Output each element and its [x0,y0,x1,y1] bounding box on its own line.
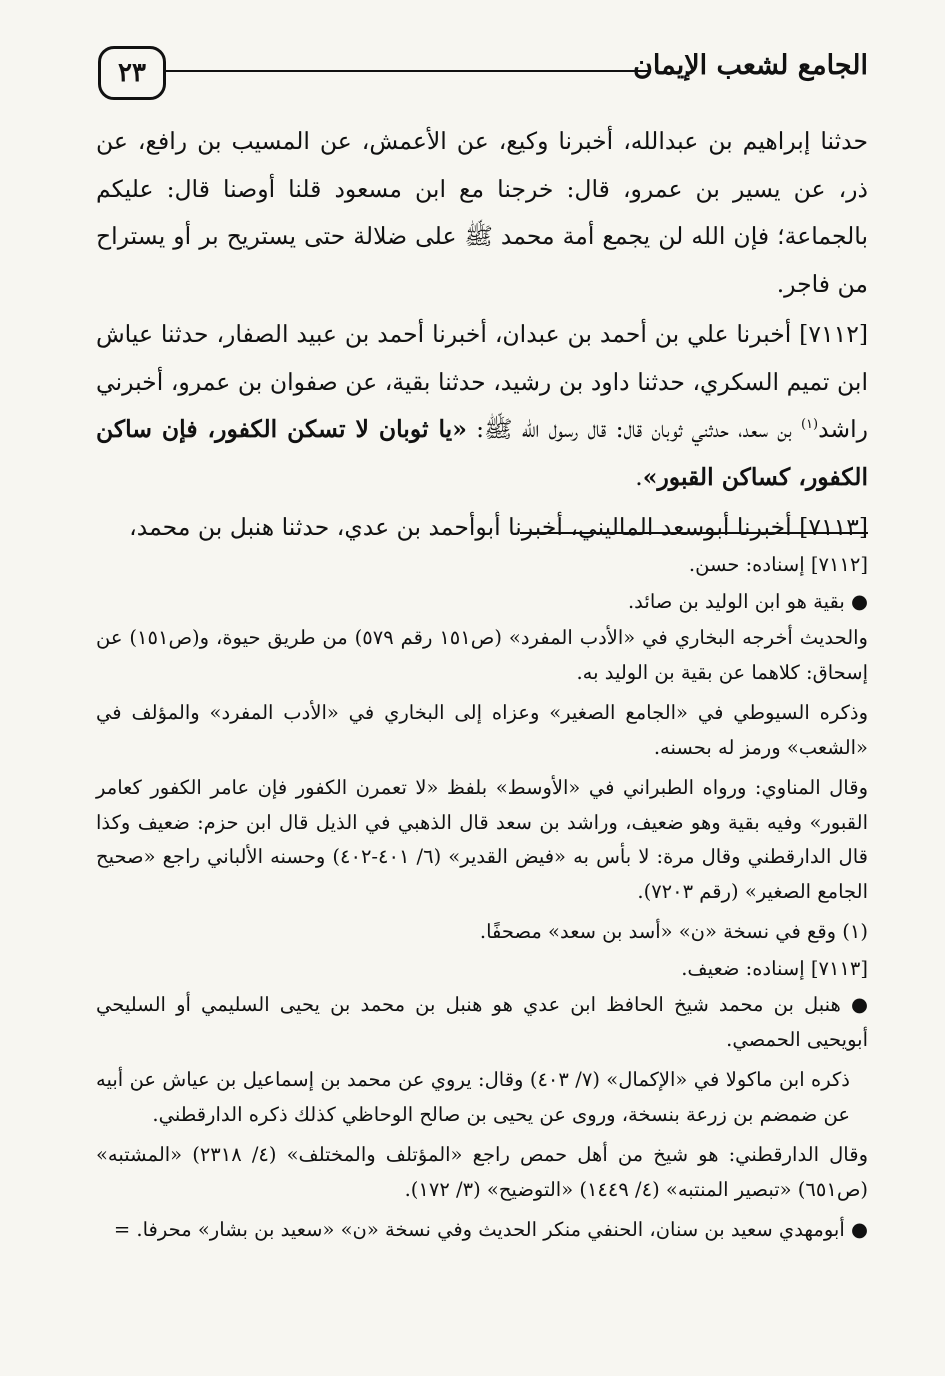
note-isnad-7112: [٧١١٢] إسناده: حسن. [688,553,868,576]
note-munawi: وقال المناوي: ورواه الطبراني في «الأوسط» بلفظ «لا تعمرن الكفور فإن عامر الكفور كعامر القبور» وفيه بقية وهو ضعيف، وراشد بن سعد قال الذهبي في الذيل قال ابن حزم: ضعيف وكذا قال الدارقطني وقال مرة: لا بأس به «فيض القدير» (٦/ ٤٠١-٤٠٢) وحسنه الألباني راجع «صحيح الجامع الصغير» (رقم ٧٢٠٣). [96,776,868,903]
footnote-separator [520,532,868,534]
hadith-isnad-cont: بن سعد، حدثني ثوبان قال: قال رسول الله ﷺ: [466,415,801,443]
note-isnad-7113: [٧١١٣] إسناده: ضعيف. [681,956,868,980]
note-ibn-makula: ذكره ابن ماكولا في «الإكمال» (٧/ ٤٠٣) وقال: يروي عن محمد بن إسماعيل بن عياش عن أبيه عن ضمضم بن زرعة بنسخة، وروى عن يحيى بن صالح الوحاظي كذلك ذكره الدارقطني. [96,1068,850,1126]
main-paragraph-3: [٧١١٣] أخبرنا أبوسعد الماليني، أخبرنا أبوأحمد بن عدي، حدثنا هنبل بن محمد، [129,513,868,541]
note-suyuti: وذكره السيوطي في «الجامع الصغير» وعزاه إلى البخاري في «الأدب المفرد» والمؤلف في «الشعب» ورمز له بحسنه. [96,701,868,759]
note-baqiyya: ● بقية هو ابن الوليد بن صائد. [627,589,868,613]
main-paragraph-2 [96,311,868,501]
footnote-marker: (١) [800,417,819,433]
footnotes [96,548,868,1254]
hadith-end: . [635,462,643,491]
note-hanbal: ● هنبل بن محمد شيخ الحافظ ابن عدي هو هنبل بن محمد بن يحيى السليمي أو السليحي أبويحيى الحمصي. [96,993,868,1051]
hadith-matn: «يا ثوبان لا تسكن الكفور، فإن ساكن الكفور، كساكن القبور» [96,415,868,491]
note-abu-mahdi: ● أبومهدي سعيد بن سنان، الحنفي منكر الحديث وفي نسخة «ن» «سعيد بن بشار» محرفا. = [113,1218,868,1241]
hadith-isnad: [٧١١٢] أخبرنا علي بن أحمد بن عبدان، أخبرنا أحمد بن عبيد الصفار، حدثنا عياش ابن تميم السكري، حدثنا داود بن رشيد، حدثنا بقية، عن صفوان بن عمرو، أخبرني راشد [96,320,868,443]
running-header [98,42,868,102]
page-number: ٢٣ [98,46,166,100]
main-text [96,118,868,554]
header-rule [166,70,651,72]
footnote-1: (١) وقع في نسخة «ن» «أسد بن سعد» مصحفًا. [479,920,868,943]
book-title: الجامع لشعب الإيمان [633,50,868,81]
note-bukhari: والحديث أخرجه البخاري في «الأدب المفرد» (ص١٥١ رقم ٥٧٩) من طريق حيوة، و(ص١٥١) عن إسحاق: كلاهما عن بقية بن الوليد به. [96,626,868,684]
main-paragraph-1: حدثنا إبراهيم بن عبدالله، أخبرنا وكيع، عن الأعمش، عن المسيب بن رافع، عن ذر، عن يسير بن عمرو، قال: خرجنا مع ابن مسعود قلنا أوصنا قال: عليكم بالجماعة؛ فإن الله لن يجمع أمة محمد ﷺ على ضلالة حتى يستريح بر أو يستراح من فاجر. [96,127,868,298]
note-daraqutni: وقال الدارقطني: هو شيخ من أهل حمص راجع «المؤتلف والمختلف» (٤/ ٢٣١٨) «المشتبه» (ص٦٥١) «تبصير المنتبه» (٤/ ١٤٤٩) «التوضيح» (٣/ ١٧٢). [96,1143,868,1201]
